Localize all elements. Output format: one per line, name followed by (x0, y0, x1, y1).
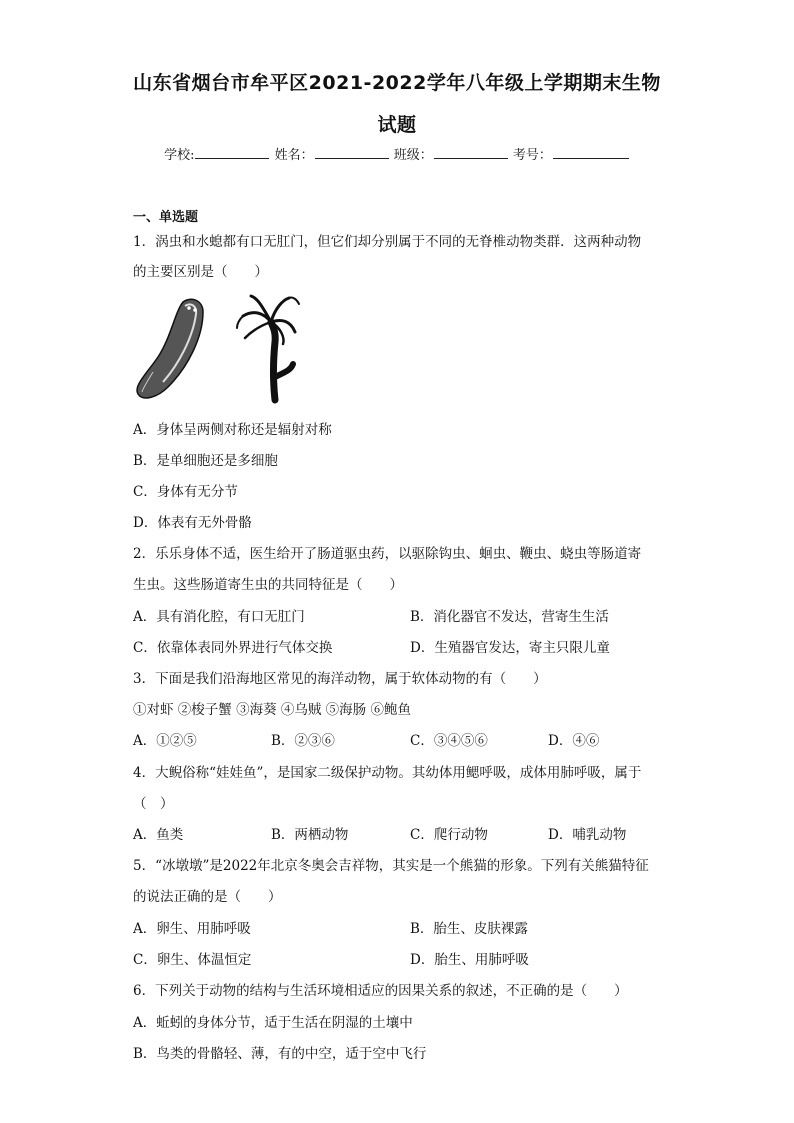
question-1-figure (133, 292, 333, 404)
hydra-illustration (237, 296, 299, 400)
name-label: 姓名： (274, 148, 314, 163)
exam-number-field[interactable] (553, 146, 629, 159)
question-2-option-c[interactable]: C．依靠体表同外界进行气体交换 (133, 640, 333, 656)
question-2-option-a[interactable]: A．具有消化腔，有口无肛门 (133, 609, 305, 625)
question-1-option-b[interactable]: B．是单细胞还是多细胞 (133, 453, 278, 469)
question-6-option-a[interactable]: A．蚯蚓的身体分节，适于生活在阴湿的土壤中 (133, 1015, 413, 1031)
question-4-option-c[interactable]: C．爬行动物 (410, 827, 488, 843)
question-2-option-d[interactable]: D．生殖器官发达，寄主只限儿童 (410, 640, 610, 656)
question-1-option-a[interactable]: A．身体呈两侧对称还是辐射对称 (133, 422, 332, 438)
planarian-illustration (137, 299, 203, 398)
question-4-option-d[interactable]: D．哺乳动物 (548, 827, 627, 843)
question-3-option-c[interactable]: C．③④⑤⑥ (410, 733, 488, 749)
class-label: 班级： (393, 148, 433, 163)
page-title-line2: 试题 (377, 114, 417, 136)
question-2-stem-line1: 2．乐乐身体不适，医生给开了肠道驱虫药，以驱除钩虫、蛔虫、鞭虫、蛲虫等肠道寄 (133, 546, 642, 562)
question-4-option-b[interactable]: B．两栖动物 (271, 827, 349, 843)
question-4-stem-line1: 4．大鲵俗称“娃娃鱼”，是国家二级保护动物。其幼体用鳃呼吸，成体用肺呼吸，属于 (133, 765, 642, 781)
question-3-stem-line1: 3．下面是我们沿海地区常见的海洋动物，属于软体动物的有（ ） (133, 671, 547, 687)
question-5-option-d[interactable]: D．胎生、用肺呼吸 (410, 952, 529, 968)
name-field[interactable] (315, 146, 389, 159)
question-1-stem-line2: 的主要区别是（ ） (133, 264, 268, 280)
question-6-stem-line1: 6．下列关于动物的结构与生活环境相适应的因果关系的叙述，不正确的是（ ） (133, 983, 628, 999)
question-5-option-a[interactable]: A．卵生、用肺呼吸 (133, 921, 251, 937)
question-6-option-b[interactable]: B．鸟类的骨骼轻、薄，有的中空，适于空中飞行 (133, 1046, 427, 1062)
exam-number-label: 考号： (512, 148, 552, 163)
question-2-stem-line2: 生虫。这些肠道寄生虫的共同特征是（ ） (133, 577, 403, 593)
page-title-line1: 山东省烟台市牟平区2021-2022学年八年级上学期期末生物 (133, 72, 661, 94)
question-2-option-b[interactable]: B．消化器官不发达，营寄生生活 (410, 609, 609, 625)
question-4-option-a[interactable]: A．鱼类 (133, 827, 184, 843)
class-field[interactable] (434, 146, 508, 159)
school-label: 学校: (164, 148, 195, 163)
section-heading: 一、单选题 (133, 210, 199, 225)
school-field[interactable] (195, 146, 269, 159)
question-3-stem-line2: ①对虾 ②梭子蟹 ③海葵 ④乌贼 ⑤海肠 ⑥鲍鱼 (133, 702, 411, 718)
question-4-stem-line2: （ ） (133, 796, 174, 812)
question-1-stem-line1: 1．涡虫和水螅都有口无肛门，但它们却分别属于不同的无脊椎动物类群．这两种动物 (133, 234, 642, 250)
question-1-option-c[interactable]: C．身体有无分节 (133, 484, 238, 500)
question-5-option-b[interactable]: B．胎生、皮肤裸露 (410, 921, 528, 937)
question-5-option-c[interactable]: C．卵生、体温恒定 (133, 952, 252, 968)
question-3-option-d[interactable]: D．④⑥ (548, 733, 600, 749)
question-3-option-a[interactable]: A．①②⑤ (133, 733, 197, 749)
question-5-stem-line2: 的说法正确的是（ ） (133, 889, 282, 905)
student-info-row (0, 144, 794, 163)
question-3-option-b[interactable]: B．②③⑥ (271, 733, 335, 749)
question-5-stem-line1: 5．“冰墩墩”是2022年北京冬奥会吉祥物，其实是一个熊猫的形象。下列有关熊猫特征 (133, 858, 649, 874)
question-1-option-d[interactable]: D．体表有无外骨骼 (133, 515, 252, 531)
